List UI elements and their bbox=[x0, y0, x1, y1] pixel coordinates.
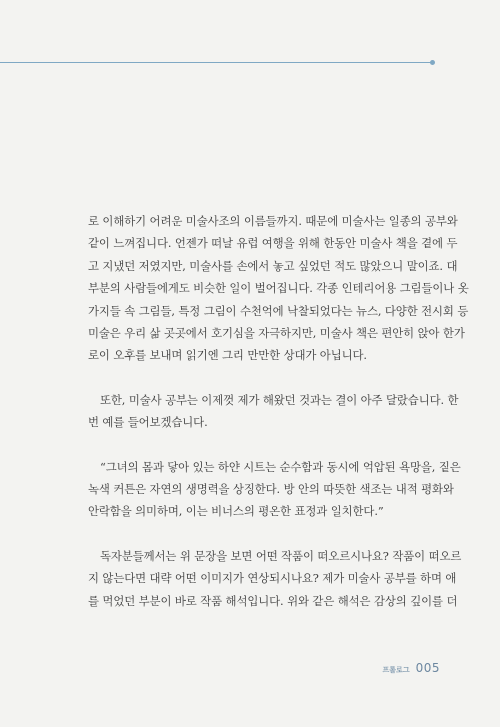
top-rule-dot bbox=[430, 60, 435, 65]
text-line: 미술은 우리 삶 곳곳에서 호기심을 자극하지만, 미술사 책은 편안히 앉아 한가 bbox=[88, 326, 465, 341]
text-line: 녹색 커튼은 자연의 생명력을 상징한다. 방 안의 따뜻한 색조는 내적 평화와 bbox=[88, 482, 454, 497]
text-line: 로 이해하기 어려운 미술사조의 이름들까지. 때문에 미술사는 일종의 공부와 bbox=[88, 214, 458, 228]
page-number: 005 bbox=[415, 661, 440, 675]
text-line: 안락함을 의미하며, 이는 비너스의 평온한 표정과 일치한다.” bbox=[88, 504, 384, 519]
text-line: 가지들 속 그림들, 특정 그림이 수천억에 낙찰되었다는 뉴스, 다양한 전시회 등 bbox=[88, 303, 469, 318]
top-rule-line bbox=[0, 62, 432, 63]
text-line: 부분의 사람들에게도 비슷한 일이 벌어집니다. 각종 인테리어용 그림들이나 옷 bbox=[88, 281, 469, 296]
text-line: 독자분들께서는 위 문장을 보면 어떤 작품이 떠오르시나요? 작품이 떠오르 bbox=[100, 548, 462, 563]
paragraph bbox=[88, 545, 462, 612]
paragraph bbox=[88, 389, 459, 434]
text-line: 같이 느껴집니다. 언젠가 떠날 유럽 여행을 위해 한동안 미술사 책을 곁에 두 bbox=[88, 236, 458, 251]
text-line: 로이 오후를 보내며 읽기엔 그리 만만한 상대가 아닙니다. bbox=[88, 348, 367, 363]
quote-paragraph bbox=[88, 456, 461, 523]
text-line: 또한, 미술사 공부는 이제껏 제가 해왔던 것과는 결이 아주 달랐습니다. 한 bbox=[100, 392, 459, 407]
text-line: 번 예를 들어보겠습니다. bbox=[88, 415, 208, 430]
text-line: “그녀의 몸과 닿아 있는 하얀 시트는 순수함과 동시에 억압된 욕망을, 짙은 bbox=[100, 459, 461, 474]
text-line: 지 않는다면 대략 어떤 이미지가 연상되시나요? 제가 미술사 공부를 하며 애 bbox=[88, 571, 457, 586]
body-text bbox=[88, 210, 469, 612]
paragraph bbox=[88, 210, 469, 367]
section-label: 프롤로그 bbox=[382, 666, 410, 674]
text-line: 고 지냈던 저였지만, 미술사를 손에서 놓고 싶었던 적도 많았으니 말이죠. 대 bbox=[88, 258, 458, 273]
page-footer bbox=[380, 661, 440, 675]
text-line: 를 먹었던 부분이 바로 작품 해석입니다. 위와 같은 해석은 감상의 깊이를 더 bbox=[88, 593, 458, 608]
